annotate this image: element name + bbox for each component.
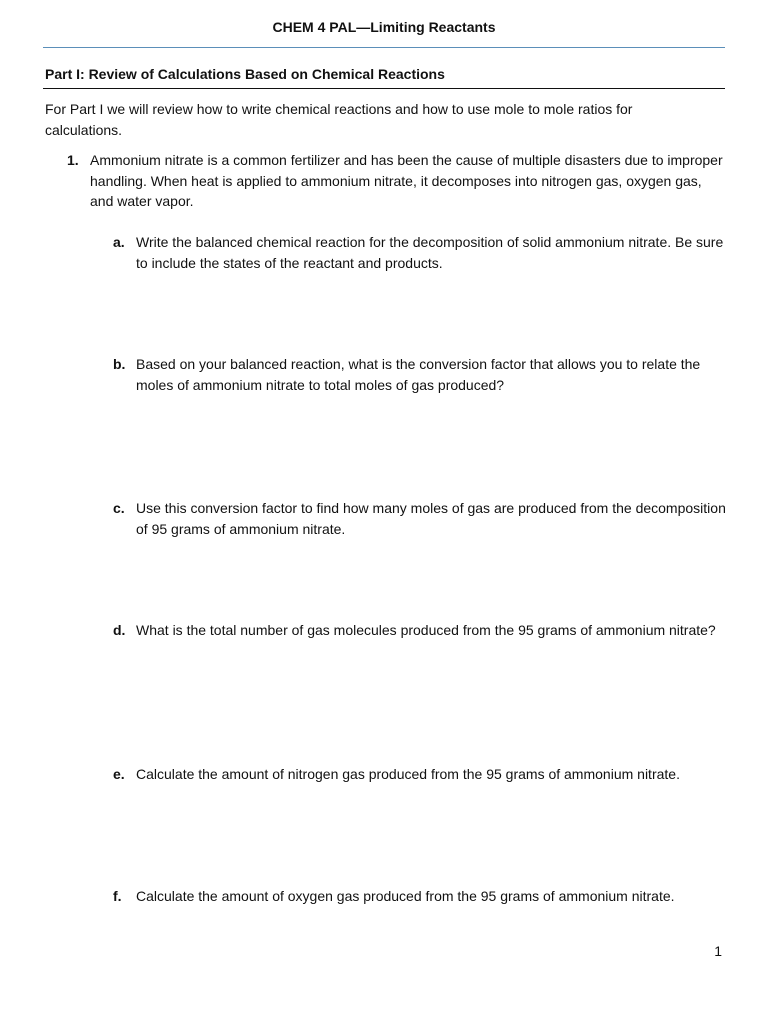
part-letter: c. bbox=[113, 500, 125, 516]
part-text: What is the total number of gas molecules produced from the 95 grams of ammonium nitrate? bbox=[136, 622, 716, 638]
part-text: Use this conversion factor to find how many moles of gas are produced from the decomposition of 95 grams of ammonium nitrate. bbox=[136, 500, 726, 537]
section-intro: For Part I we will review how to write chemical reactions and how to use mole to mole ratios for calculations. bbox=[45, 101, 633, 138]
part-letter: b. bbox=[113, 356, 126, 372]
part-letter: d. bbox=[113, 622, 126, 638]
part-text: Write the balanced chemical reaction for the decomposition of solid ammonium nitrate. Be sure to include the states of the reactant and products. bbox=[136, 234, 724, 271]
section-divider bbox=[43, 88, 725, 89]
page-header-title: CHEM 4 PAL—Limiting Reactants bbox=[272, 19, 496, 35]
question-text: Ammonium nitrate is a common fertilizer and has been the cause of multiple disasters due to improper handling. When heat is applied to ammonium nitrate, it decomposes into nitrogen gas, oxygen gas, and water vapor. bbox=[90, 152, 723, 209]
part-text: Calculate the amount of oxygen gas produced from the 95 grams of ammonium nitrate. bbox=[136, 888, 675, 904]
part-text: Calculate the amount of nitrogen gas produced from the 95 grams of ammonium nitrate. bbox=[136, 766, 680, 782]
section-heading: Part I: Review of Calculations Based on Chemical Reactions bbox=[45, 66, 445, 82]
part-text: Based on your balanced reaction, what is the conversion factor that allows you to relate the moles of ammonium nitrate to total moles of gas produced? bbox=[136, 356, 701, 393]
page-number: 1 bbox=[714, 943, 722, 959]
question-number: 1. bbox=[67, 152, 79, 168]
part-letter: a. bbox=[113, 234, 125, 250]
header-divider bbox=[43, 47, 725, 48]
part-letter: f. bbox=[113, 888, 122, 904]
part-letter: e. bbox=[113, 766, 125, 782]
